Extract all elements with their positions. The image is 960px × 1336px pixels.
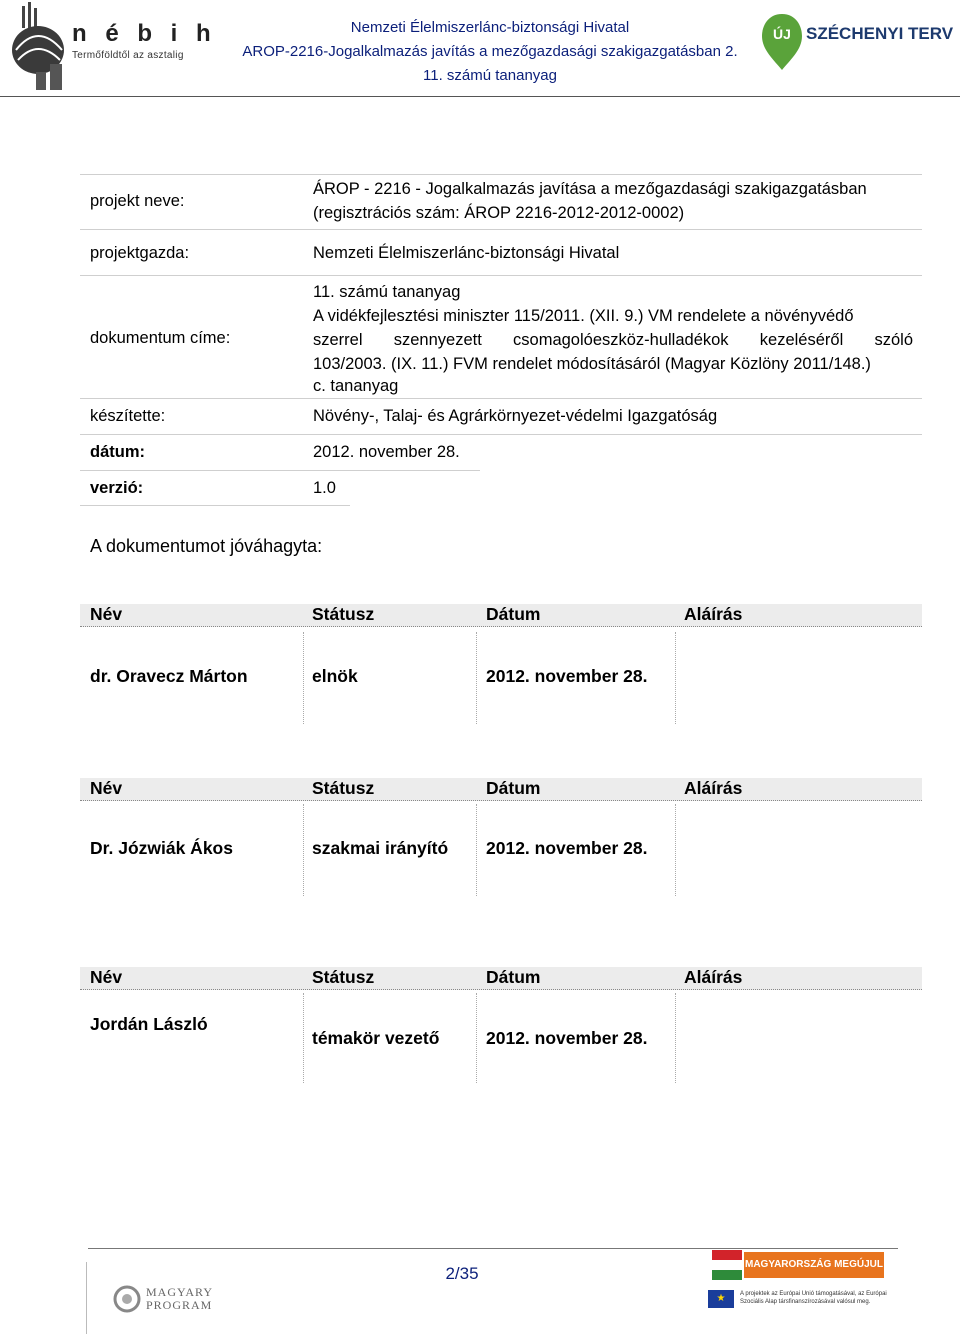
- approver-status: szakmai irányító: [312, 838, 449, 858]
- project-value-line-2: (regisztrációs szám: ÁROP 2216-2012-2012-0002): [313, 204, 685, 222]
- magyary-logo-icon: [112, 1285, 142, 1313]
- signature-header-row: [80, 604, 922, 627]
- title-value-line-3: szerrel szennyezett csomagolóeszköz-hulladékok kezeléséről szóló: [313, 331, 913, 349]
- eu-funding-text: [740, 1290, 887, 1306]
- footer-left-rule: [86, 1262, 87, 1334]
- approver-status: témakör vezető: [312, 1028, 440, 1048]
- signature-header-row: [80, 778, 922, 801]
- column-separator: [476, 804, 477, 896]
- column-separator: [303, 632, 304, 724]
- approver-date: 2012. november 28.: [486, 666, 648, 686]
- column-separator: [476, 632, 477, 724]
- page-number: 2/35: [445, 1264, 479, 1283]
- status-column-header: Státusz: [312, 604, 375, 624]
- row-divider: [80, 398, 922, 399]
- column-separator: [303, 804, 304, 896]
- header-line-3: 11. számú tananyag: [423, 67, 557, 84]
- title-value-line-5: c. tananyag: [313, 377, 399, 395]
- column-separator: [303, 993, 304, 1083]
- title-value-line-4: 103/2003. (IX. 11.) FVM rendelet módosításáról (Magyar Közlöny 2011/148.): [313, 355, 871, 373]
- approver-name: Dr. Józwiák Ákos: [90, 838, 233, 858]
- title-value-line-2: A vidékfejlesztési miniszter 115/2011. (XII. 9.) VM rendelete a növényvédő: [313, 307, 854, 325]
- magyary-logo-text: [146, 1286, 213, 1312]
- magyary-line-1: MAGYARY: [146, 1285, 214, 1299]
- nebih-logo-text: n é b i h: [72, 20, 217, 47]
- row-divider: [80, 505, 350, 506]
- eu-text-line-2: Szociális Alap társfinanszírozásával valósul meg.: [740, 1299, 871, 1305]
- szechenyi-logo-text: SZÉCHENYI TERV: [806, 24, 954, 43]
- title-label: dokumentum címe:: [90, 329, 231, 347]
- approver-row: [80, 666, 922, 724]
- name-column-header: Név: [90, 967, 123, 987]
- megujul-banner: MAGYARORSZÁG MEGÚJUL: [744, 1252, 884, 1278]
- header-line-1: Nemzeti Élelmiszerlánc-biztonsági Hivatal: [350, 19, 630, 36]
- approver-row: [80, 1014, 922, 1084]
- date-label: dátum:: [90, 443, 145, 461]
- signature-column-header: Aláírás: [684, 967, 743, 987]
- date-column-header: Dátum: [486, 604, 541, 624]
- status-column-header: Státusz: [312, 967, 375, 987]
- status-column-header: Státusz: [312, 778, 375, 798]
- project-label: projekt neve:: [90, 192, 185, 210]
- approver-date: 2012. november 28.: [486, 838, 648, 858]
- name-column-header: Név: [90, 778, 123, 798]
- name-column-header: Név: [90, 604, 123, 624]
- column-separator: [476, 993, 477, 1083]
- signature-column-header: Aláírás: [684, 604, 743, 624]
- szechenyi-badge: ÚJ: [773, 26, 791, 42]
- magyary-line-2: PROGRAM: [146, 1298, 213, 1312]
- project-value-line-1: ÁROP - 2216 - Jogalkalmazás javítása a mezőgazdasági szakigazgatásban: [313, 180, 867, 198]
- row-divider: [80, 434, 922, 435]
- date-column-header: Dátum: [486, 778, 541, 798]
- approver-status: elnök: [312, 666, 358, 686]
- version-label: verzió:: [90, 479, 144, 497]
- date-column-header: Dátum: [486, 967, 541, 987]
- signature-header-row: [80, 967, 922, 990]
- row-divider: [80, 470, 480, 471]
- header-line-2: AROP-2216-Jogalkalmazás javítás a mezőgazdasági szakigazgatásban 2.: [242, 43, 738, 60]
- owner-value: Nemzeti Élelmiszerlánc-biztonsági Hivatal: [313, 244, 620, 262]
- author-value: Növény-, Talaj- és Agrárkörnyezet-védelmi Igazgatóság: [313, 407, 718, 425]
- row-divider: [80, 174, 922, 175]
- row-divider: [80, 275, 922, 276]
- column-separator: [675, 993, 676, 1083]
- approval-heading: A dokumentumot jóváhagyta:: [90, 536, 323, 556]
- footer-divider: [88, 1248, 898, 1249]
- version-value: 1.0: [313, 479, 336, 497]
- nebih-tagline: Termőföldtől az asztalig: [72, 50, 184, 61]
- owner-label: projektgazda:: [90, 244, 190, 262]
- eu-text-line-1: A projektek az Európai Unió támogatásával, az Európai: [740, 1291, 887, 1297]
- column-separator: [675, 804, 676, 896]
- date-value: 2012. november 28.: [313, 443, 460, 461]
- author-label: készítette:: [90, 407, 166, 425]
- approver-date: 2012. november 28.: [486, 1028, 648, 1048]
- title-value-line-1: 11. számú tananyag: [313, 283, 461, 301]
- eu-flag-icon: ★: [708, 1290, 734, 1308]
- row-divider: [80, 229, 922, 230]
- hungary-flag-icon: [712, 1250, 742, 1280]
- approver-name: Jordán László: [90, 1014, 208, 1034]
- approver-row: [80, 838, 922, 896]
- signature-column-header: Aláírás: [684, 778, 743, 798]
- column-separator: [675, 632, 676, 724]
- info-table: [0, 0, 960, 520]
- approver-name: dr. Oravecz Márton: [90, 666, 248, 686]
